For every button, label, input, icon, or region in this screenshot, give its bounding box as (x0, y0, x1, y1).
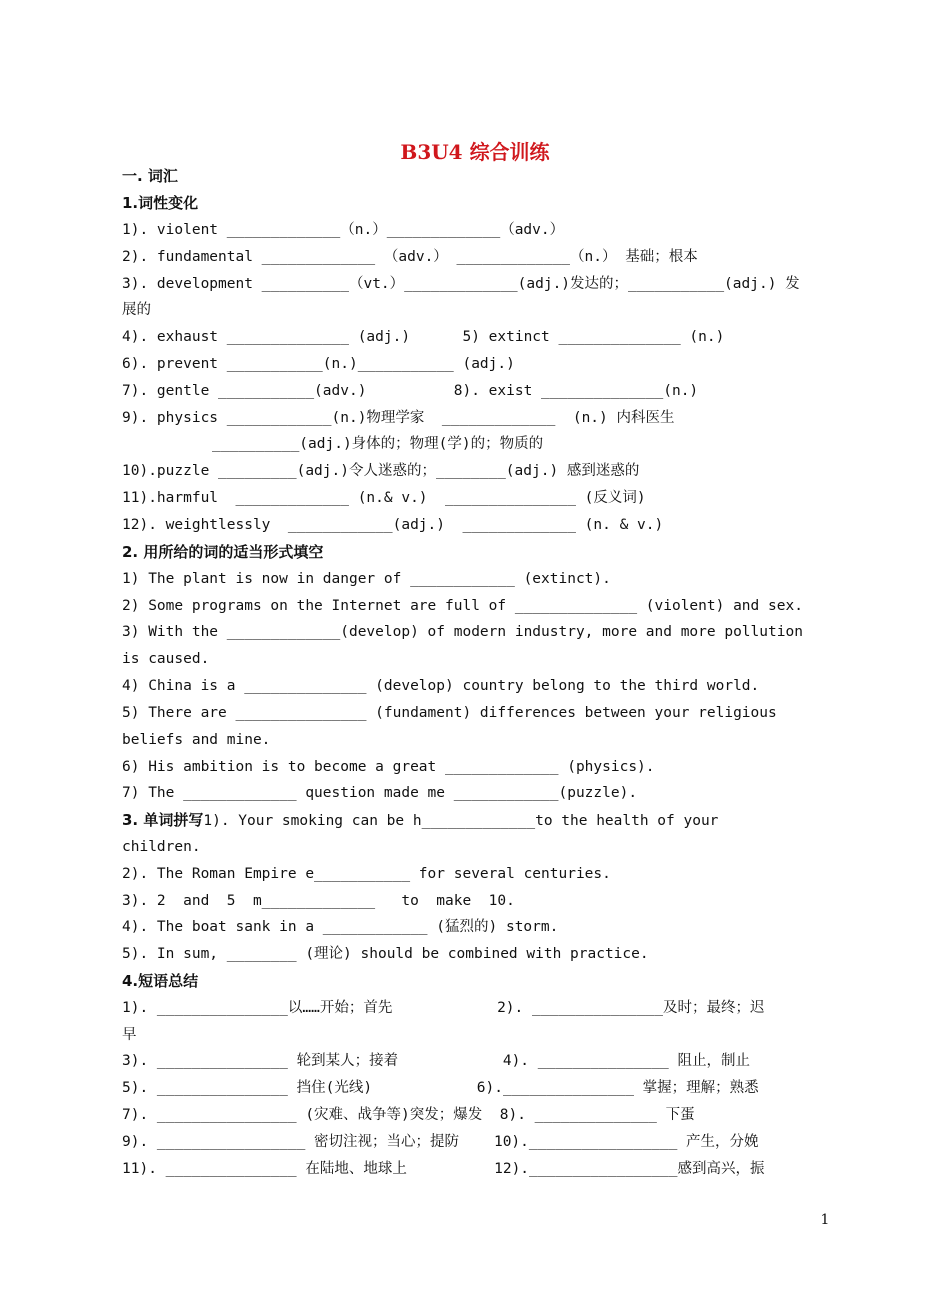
exercise-line: 6). prevent ___________(n.)___________ (adj.) (122, 356, 515, 372)
page-number: 1 (820, 1212, 830, 1228)
exercise-line: 早 (122, 1027, 137, 1043)
exercise-line: 4). The boat sank in a ____________ (猛烈的) storm. (122, 919, 559, 935)
exercise-line: 7). gentle ___________(adv.) 8). exist ______________(n.) (122, 383, 699, 399)
exercise-line: 3) With the _____________(develop) of modern industry, more and more pollution (122, 624, 803, 640)
exercise-line: 9). _________________ 密切注视；当心；提防 10)._________________ 产生，分娩 (122, 1134, 759, 1150)
exercise-line: 2) Some programs on the Internet are full of ______________ (violent) and sex. (122, 598, 803, 614)
exercise-line: 3). 2 and 5 m_____________ to make 10. (122, 893, 515, 909)
part3-first-line (122, 810, 832, 831)
exercise-line: 7). ________________ (灾难、战争等)突发；爆发 8). ______________ 下蛋 (122, 1107, 695, 1123)
page-title: B3U4 综合训练 (400, 140, 550, 164)
exercise-line: 2). fundamental _____________ （adv.） _____________（n.） 基础；根本 (122, 249, 698, 265)
exercise-line: 1). violent _____________（n.）_____________（adv.） (122, 222, 565, 238)
exercise-line: 12). weightlessly ____________(adj.) _____________ (n. & v.) (122, 517, 664, 533)
exercise-line: 1). Your smoking can be h_____________to the health of your (203, 813, 719, 829)
section-heading-vocabulary: 一. 词汇 (122, 167, 178, 185)
exercise-line: 2). The Roman Empire e___________ for several centuries. (122, 866, 611, 882)
exercise-line: 3). _______________ 轮到某人；接着 4). _______________ 阻止，制止 (122, 1053, 750, 1069)
exercise-line: beliefs and mine. (122, 732, 271, 748)
exercise-line: 11).harmful _____________ (n.& v.) _______________ (反义词) (122, 490, 646, 506)
part3-heading: 3. 单词拼写 (122, 811, 204, 829)
exercise-line: 4) China is a ______________ (develop) country belong to the third world. (122, 678, 760, 694)
exercise-line: 1). _______________以……开始；首先 2). _______________及时；最终；迟 (122, 1000, 765, 1016)
exercise-line: 9). physics ____________(n.)物理学家 _____________ (n.) 内科医生 (122, 410, 675, 426)
exercise-line: 展的 (122, 302, 151, 318)
exercise-line: 10).puzzle _________(adj.)令人迷惑的；________(adj.) 感到迷惑的 (122, 463, 640, 479)
exercise-line: 5). In sum, ________ (理论) should be combined with practice. (122, 946, 649, 962)
exercise-line: 5) There are _______________ (fundament) differences between your religious (122, 705, 777, 721)
exercise-line: 4). exhaust ______________ (adj.) 5) extinct ______________ (n.) (122, 329, 725, 345)
part1-heading: 1.词性变化 (122, 194, 199, 212)
part4-heading: 4.短语总结 (122, 972, 199, 990)
exercise-line: 11). _______________ 在陆地、地球上 12)._________________感到高兴，振 (122, 1161, 765, 1177)
exercise-line: 5). _______________ 挡住(光线) 6)._______________ 掌握；理解；熟悉 (122, 1080, 759, 1096)
exercise-line: is caused. (122, 651, 210, 667)
exercise-line: 3). development __________（vt.）_____________(adj.)发达的；___________(adj.) 发 (122, 276, 800, 292)
exercise-line: children. (122, 839, 201, 855)
exercise-line: 6) His ambition is to become a great _____________ (physics). (122, 759, 655, 775)
exercise-line: __________(adj.)身体的；物理(学)的；物质的 (212, 436, 544, 452)
part2-heading: 2. 用所给的词的适当形式填空 (122, 543, 324, 561)
exercise-line: 7) The _____________ question made me ____________(puzzle). (122, 785, 638, 801)
exercise-line: 1) The plant is now in danger of ____________ (extinct). (122, 571, 611, 587)
